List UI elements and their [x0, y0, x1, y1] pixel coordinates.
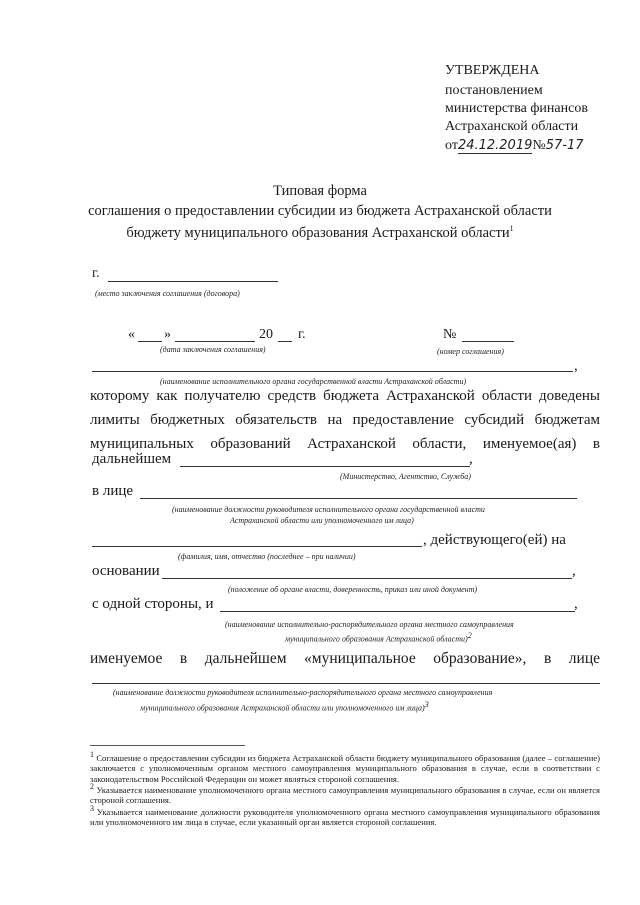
- basis-field[interactable]: [162, 578, 572, 579]
- footnote-divider: [90, 745, 245, 746]
- municipal-organ-field[interactable]: [220, 611, 575, 612]
- approval-line-3: Астраханской области: [445, 119, 579, 134]
- named-hint-2: муниципального образования Астраханской области или уполномоченного им лица)$^3$: [140, 700, 429, 713]
- form-subtitle-1: соглашения о предоставлении субсидии из бюджета Астраханской области: [88, 203, 552, 219]
- named-hint-1: (наименование должности руководителя исполнительно-распорядительного органа местного самоуправления: [113, 688, 493, 697]
- handwritten-number: 57-17: [545, 138, 584, 153]
- footnote-ref-1: 1: [509, 224, 514, 233]
- side-hint-2: муниципального образования Астраханской области)$^2$: [285, 631, 472, 644]
- person-hint-1: (наименование должности руководителя исполнительного органа государственной власти: [172, 505, 485, 514]
- para1-line-3: муниципальных образований Астраханской области, именуемое(ая) в: [90, 436, 600, 452]
- acting-hint: (фамилия, имя, отчество (последнее – при наличии): [178, 552, 356, 561]
- side-comma: ,: [574, 596, 578, 612]
- agreement-number-field[interactable]: [462, 341, 514, 342]
- footnote-ref-2: 2: [467, 631, 472, 640]
- organ-field[interactable]: [92, 371, 573, 372]
- form-title: Типовая форма: [273, 183, 367, 199]
- approval-title: УТВЕРЖДЕНА: [445, 63, 540, 78]
- person-fullname-field[interactable]: [92, 546, 422, 547]
- year-suffix: г.: [298, 327, 306, 342]
- basis-comma: ,: [572, 563, 576, 579]
- para1-line-1: которому как получателю средств бюджета Астраханской области доведены: [90, 388, 600, 404]
- date-quote-open: «: [128, 327, 135, 342]
- basis-hint: (положение об органе власти, доверенность, приказ или иной документ): [228, 585, 478, 594]
- month-field[interactable]: [175, 341, 255, 342]
- approval-number-prefix: №: [532, 138, 546, 153]
- ministry-field[interactable]: [180, 466, 470, 467]
- para1-line-2: лимиты бюджетных обязательств на предоставление субсидий бюджетам: [90, 412, 600, 428]
- named-line: именуемое в дальнейшем «муниципальное образование», в лице: [90, 650, 600, 667]
- approval-from-prefix: от: [445, 138, 458, 153]
- agreement-number-hint: (номер соглашения): [437, 347, 504, 356]
- side-hint-1: (наименование исполнительно-распорядительного органа местного самоуправления: [225, 620, 514, 629]
- person-position-field[interactable]: [140, 498, 577, 499]
- year-prefix: 20: [259, 327, 273, 342]
- place-hint: (место заключения соглашения (договора): [95, 289, 240, 298]
- approval-line-2: министерства финансов: [445, 101, 588, 116]
- para1-line-4: дальнейшем: [92, 451, 172, 467]
- handwritten-date: 24.12.2019: [457, 138, 533, 153]
- organ-hint: (наименование исполнительного органа государственной власти Астраханской области): [160, 377, 467, 386]
- ministry-hint: (Министерство, Агентство, Служба): [340, 472, 471, 481]
- footnote-1: $^1$ Соглашение о предоставлении субсидии из бюджета Астраханской области бюджету муниципального образования (далее – соглашение) заключается с уполномоченным органом местного самоуправления муниципального образования в случае, если в соответствии с законодательством Российской Федерации он может являться стороной соглашения.: [90, 750, 600, 784]
- person-prefix: в лице: [92, 483, 134, 499]
- approval-line-1: постановлением: [445, 83, 543, 98]
- year-field[interactable]: [278, 341, 292, 342]
- organ-comma: ,: [574, 358, 578, 374]
- side-prefix: с одной стороны, и: [92, 596, 214, 612]
- ministry-comma: ,: [469, 451, 473, 467]
- date-quote-close: »: [164, 327, 171, 342]
- municipal-head-field[interactable]: [92, 683, 600, 684]
- place-field[interactable]: [108, 281, 278, 282]
- footnote-3: $^3$ Указывается наименование должности руководителя уполномоченного органа местного самоуправления муниципального образования или уполномоченного им лица в случае, если указанный орган является стороной соглашения.: [90, 804, 600, 828]
- basis-prefix: основании: [92, 563, 160, 579]
- form-subtitle-2: бюджету муниципального образования Астраханской области$^1$: [126, 224, 514, 241]
- place-prefix: г.: [92, 266, 100, 281]
- date-hint: (дата заключения соглашения): [160, 345, 266, 354]
- footnote-2: $^2$ Указывается наименование уполномоченного органа местного самоуправления муниципального образования в случае, если он является стороной соглашения.: [90, 782, 600, 806]
- day-field[interactable]: [138, 341, 162, 342]
- person-hint-2: Астраханской области или уполномоченного им лица): [230, 516, 414, 525]
- acting-suffix: , действующего(ей) на: [423, 532, 566, 548]
- approval-date-row: [445, 137, 584, 155]
- footnote-ref-3: 3: [424, 700, 429, 709]
- agreement-number-prefix: №: [443, 327, 457, 342]
